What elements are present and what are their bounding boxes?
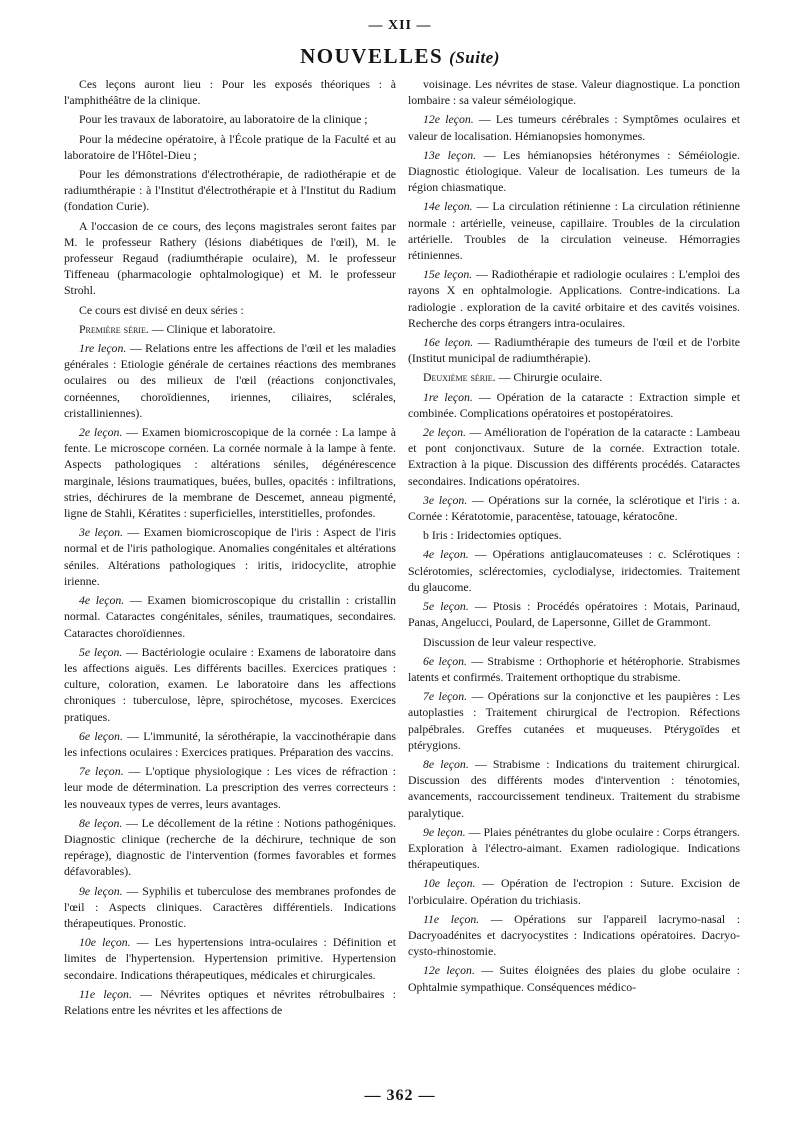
paragraph-text: — Le décollement de la rétine : Notions pathogéniques. Diagnostic clinique (recherche de la déchirure, technique de son repérage), diagnostic de l'intervention (formes favorables et formes défavorables).: [64, 815, 396, 879]
paragraph: [408, 824, 740, 873]
lesson-label: 10e leçon.: [79, 935, 131, 950]
paragraph-text: — Opérations antiglaucomateuses : c. Sclérotiques : Sclérotomies, sclérectomies, cyclodialyse, iridectomies. Traitement du glaucome.: [408, 547, 740, 594]
lesson-label: 16e leçon.: [423, 335, 474, 350]
paragraph-text: Ces leçons auront lieu : Pour les exposés théoriques : à l'amphithéâtre de la clinique.: [64, 77, 396, 108]
paragraph: [408, 369, 740, 385]
lesson-label: Première série.: [79, 321, 149, 336]
paragraph: [64, 592, 396, 641]
lesson-label: 4e leçon.: [79, 593, 125, 608]
lesson-label: 13e leçon.: [423, 147, 477, 162]
paragraph: [408, 424, 740, 489]
paragraph: [408, 688, 740, 753]
paragraph: [64, 302, 396, 318]
lesson-label: 9e leçon.: [423, 824, 466, 839]
paragraph-text: — Chirurgie oculaire.: [495, 370, 603, 385]
paragraph-text: — Opérations sur l'appareil lacrymo-nasal : Dacryoadénites et dacryocystites : Indications opératoires. Dacryo-cysto-rhinostomie.: [408, 911, 740, 959]
paragraph: [64, 76, 396, 108]
lesson-label: 10e leçon.: [423, 876, 476, 891]
paragraph-text: Pour les démonstrations d'électrothérapie, de radiothérapie et de radiumthérapie : à l'Institut d'électrothérapie et à l'Institut du Radium (fondation Curie).: [64, 167, 396, 214]
paragraph-text: — Examen biomicroscopique du cristallin : cristallin normal. Cataractes congénitales, séniles, traumatiques, secondaires. Cataractes choroïdiennes.: [64, 593, 396, 640]
lesson-label: 1re leçon.: [79, 341, 127, 356]
paragraph-text: — Relations entre les affections de l'œil et les maladies générales : Etiologie générale de certaines réactions des membranes oculaires ou des milieux de l'œil (réactions conjonctivales, cornéennes, choroïdiennes, iriennes, ciliaires, sclérales, cristalliniennes).: [64, 341, 397, 420]
lesson-label: 12e leçon.: [423, 963, 475, 978]
paragraph: [64, 883, 396, 932]
paragraph-text: voisinage. Les névrites de stase. Valeur diagnostique. La ponction lombaire : sa valeur séméiologique.: [408, 77, 740, 108]
paragraph-text: — Radiothérapie et radiologie oculaires : L'emploi des rayons X en ophtalmologie. Applications. Contre-indications. La radiologie . exploration de la cavité orbitaire et des cavités voisines. Recherche des corps étrangers intra-oculaires.: [408, 267, 740, 330]
lesson-label: 2e leçon.: [79, 425, 123, 440]
lesson-label: 9e leçon.: [79, 883, 123, 898]
paragraph-text: — Opération de la cataracte : Extraction simple et combinée. Complications opératoires et postopératoires.: [408, 389, 740, 420]
paragraph: [64, 424, 396, 521]
lesson-label: 12e leçon.: [423, 112, 474, 127]
paragraph: [64, 934, 396, 983]
paragraph: [64, 111, 396, 127]
lesson-label: 6e leçon.: [423, 653, 467, 668]
paragraph-text: Pour la médecine opératoire, à l'École pratique de la Faculté et au laboratoire de l'Hôtel-Dieu ;: [64, 131, 396, 162]
title-text: NOUVELLES: [300, 44, 444, 68]
lesson-label: 8e leçon.: [79, 815, 123, 830]
paragraph-text: — Les hémianopsies hétéronymes : Séméiologie. Diagnostic étiologique. Valeur de localisation. Les tumeurs de la région chiasmatique.: [408, 147, 740, 195]
paragraph-text: — Les hypertensions intra-oculaires : Définition et limites de l'hypertension. Hypertension primitive. Hypertension secondaire. Indications thérapeutiques, médicales et chirurgicales.: [64, 935, 396, 982]
lesson-label: 11e leçon.: [79, 986, 132, 1001]
paragraph: [64, 763, 396, 812]
paragraph-text: Ce cours est divisé en deux séries :: [79, 302, 244, 317]
paragraph-text: b Iris : Iridectomies optiques.: [423, 528, 562, 543]
paragraph: [64, 524, 396, 589]
paragraph: [408, 198, 740, 263]
paragraph-text: — Les tumeurs cérébrales : Symptômes oculaires et valeur de localisation. Hémianopsies homonymes.: [408, 112, 740, 143]
paragraph-text: — Examen biomicroscopique de l'iris : Aspect de l'iris normal et de l'iris pathologique. Anomalies congénitales et altérations séniles. Altérations pathologiques : iritis, iridocyclite, atrophie irienne.: [64, 525, 396, 588]
paragraph: [408, 492, 740, 524]
lesson-label: 3e leçon.: [423, 492, 468, 507]
left-text-column: [64, 76, 396, 1021]
page-number: — 362 —: [364, 1087, 436, 1104]
lesson-label: 7e leçon.: [79, 764, 124, 779]
paragraph-text: — Bactériologie oculaire : Examens de laboratoire dans les affections aiguës. Les différents bacilles. Exercices pratiques : culture, coloration, examen. Le laboratoire dans les affections chroniques : tuberculose, lèpre, spirochétose, mycoses. Exercices pratiques.: [64, 644, 396, 724]
paragraph-text: Discussion de leur valeur respective.: [423, 634, 597, 649]
paragraph-text: — Névrites optiques et névrites rétrobulbaires : Relations entre les névrites et les affections de: [64, 986, 396, 1017]
paragraph: [408, 875, 740, 907]
paragraph-text: — Examen biomicroscopique de la cornée : La lampe à fente. Le microscope cornéen. La cornée normale à la lampe à fente. Aspects pathologiques : altérations séniles, dégénérescence marginale, lésions traumatiques, buées, bulles, opacités : infiltrations, stries, déchirures de la membrane de Descemet, anneau pigmenté, ligne de Stahli, Kératites : superficielles, interstitielles, profondes.: [64, 425, 396, 521]
paragraph: [408, 546, 740, 595]
lesson-label: 2e leçon.: [423, 425, 466, 440]
paragraph: [408, 962, 740, 994]
lesson-label: 15e leçon.: [423, 267, 473, 282]
paragraph: [408, 334, 740, 366]
paragraph-text: — Amélioration de l'opération de la cataracte : Lambeau et pont conjonctivaux. Suture de la cornée. Extraction totale. Extraction à la pique. Discussion des différents procédés. Cataractes secondaires. Indications opératoires.: [408, 425, 740, 488]
page-title: [0, 44, 800, 69]
paragraph-text: — Strabisme : Orthophorie et hétérophorie. Strabismes latents et confirmés. Traitement orthoptique du strabisme.: [408, 653, 740, 684]
paragraph: [408, 653, 740, 685]
paragraph: [64, 166, 396, 215]
paragraph: [408, 147, 740, 196]
paragraph-text: — Plaies pénétrantes du globe oculaire : Corps étrangers. Exploration à l'électro-aimant. Examen radiologique. Indications thérapeutiques.: [408, 824, 740, 872]
paragraph-text: — Syphilis et tuberculose des membranes profondes de l'œil : Aspects cliniques. Caractères différentiels. Indications thérapeutiques. Pronostic.: [64, 883, 396, 930]
paragraph-text: — L'optique physiologique : Les vices de réfraction : leur mode de détermination. La prescription des verres correcteurs : les nouveaux types de verres, leurs avantages.: [64, 764, 396, 811]
lesson-label: 3e leçon.: [79, 525, 124, 540]
paragraph-text: — La circulation rétinienne : La circulation rétinienne normale : artérielle, veineuse, capillaire. Troubles de la circulation artérielle. Troubles de la circulation veineuse. Hémorragies rétiniennes.: [408, 199, 740, 263]
lesson-label: 7e leçon.: [423, 689, 468, 704]
paragraph-text: — Suites éloignées des plaies du globe oculaire : Ophtalmie sympathique. Conséquences médico-: [408, 963, 740, 994]
paragraph: [64, 815, 396, 880]
paragraph: [64, 321, 396, 337]
lesson-label: 5e leçon.: [79, 644, 123, 659]
paragraph: [408, 389, 740, 421]
paragraph: [64, 728, 396, 760]
paragraph-text: — Opérations sur la cornée, la sclérotique et l'iris : a. Cornée : Kératotomie, paracentèse, tatouage, kératocône.: [408, 492, 740, 524]
right-text-column: [408, 76, 740, 998]
paragraph-text: — Radiumthérapie des tumeurs de l'œil et de l'orbite (Institut municipal de radiumthérapie).: [408, 335, 740, 366]
paragraph: [64, 986, 396, 1018]
paragraph: [64, 644, 396, 725]
paragraph-text: — Opération de l'ectropion : Suture. Excision de l'orbiculaire. Opération du trichiasis.: [408, 876, 741, 907]
lesson-label: 5e leçon.: [423, 599, 469, 614]
roman-page-number: — XII —: [368, 18, 432, 33]
lesson-label: 4e leçon.: [423, 547, 469, 562]
lesson-label: 6e leçon.: [79, 728, 123, 743]
paragraph-text: — Ptosis : Procédés opératoires : Motais, Parinaud, Panas, Angelucci, Poulard, de Lapersonne, Gillet de Grammont.: [408, 599, 740, 630]
paragraph: [408, 911, 740, 960]
paragraph-text: Pour les travaux de laboratoire, au laboratoire de la clinique ;: [79, 112, 368, 127]
paragraph: [64, 218, 396, 299]
paragraph: [408, 76, 740, 108]
paragraph-text: — Opérations sur la conjonctive et les paupières : Les autoplasties : Traitement chirurgical de l'ectropion. Réfections palpébrales. Greffes cutanées et muqueuses. Ptérygoïdes et ptérygions.: [408, 689, 740, 752]
paragraph: [408, 527, 740, 543]
lesson-label: 8e leçon.: [423, 756, 469, 771]
paragraph: [64, 340, 396, 421]
paragraph-text: — Strabisme : Indications du traitement chirurgical. Discussion des différents modes d'intervention : ténotomies, avancements, raccourcissement tendineux. Traitement du strabisme paralytique.: [408, 756, 740, 820]
paragraph: [408, 111, 740, 143]
lesson-label: 1re leçon.: [423, 389, 473, 404]
title-suffix: (Suite): [449, 48, 500, 67]
lesson-label: 14e leçon.: [423, 199, 473, 214]
paragraph: [64, 131, 396, 163]
paragraph: [408, 756, 740, 821]
paragraph-text: A l'occasion de ce cours, des leçons magistrales seront faites par M. le professeur Rathery (lésions diabétiques de l'œil), M. le professeur Regaud (radiumthérapie oculaire), M. le professeur Tiffeneau (pharmacologie ophtalmologique) et M. le professeur Strohl.: [64, 218, 396, 298]
paragraph: [408, 598, 740, 630]
paragraph: [408, 266, 740, 331]
paragraph-text: — Clinique et laboratoire.: [148, 321, 276, 336]
lesson-label: 11e leçon.: [423, 911, 480, 926]
lesson-label: Deuxième série.: [423, 370, 496, 385]
paragraph: [408, 634, 740, 650]
paragraph-text: — L'immunité, la sérothérapie, la vaccinothérapie dans les infections oculaires : Exercices pratiques. Préparation des vaccins.: [64, 728, 396, 759]
